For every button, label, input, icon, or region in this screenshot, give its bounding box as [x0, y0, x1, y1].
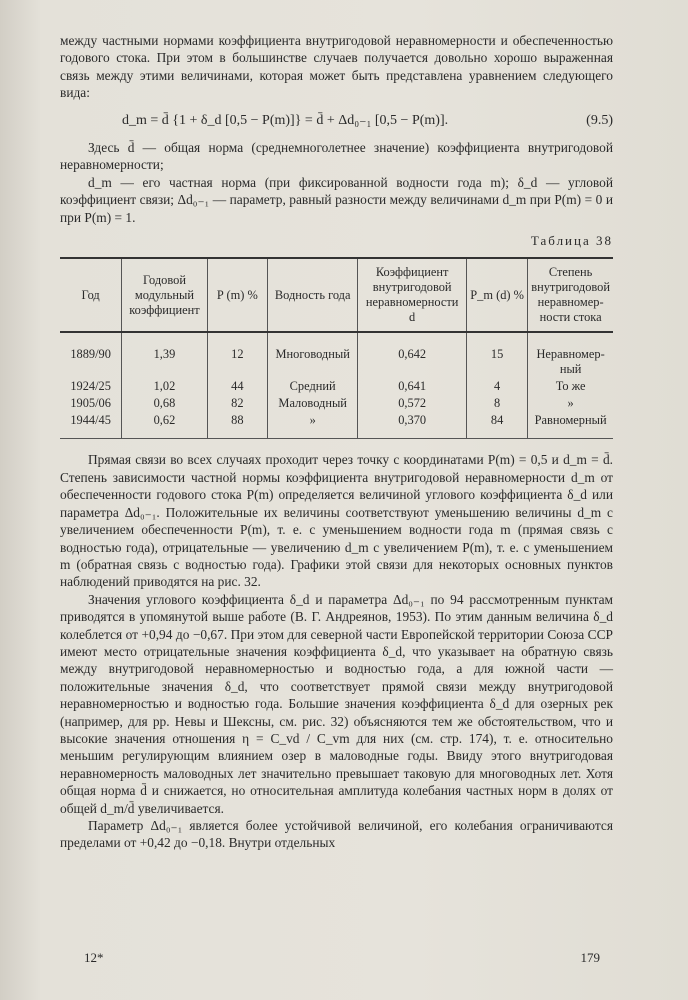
cell-water-content: Средний	[268, 378, 358, 395]
cell-water-content: Многоводный	[268, 332, 358, 378]
cell-modular-coefficient: 1,39	[122, 332, 207, 378]
cell-year: 1944/45	[70, 413, 111, 428]
cell-unevenness-coefficient: 0,641	[358, 378, 467, 395]
cell-unevenness-degree: »	[528, 395, 613, 412]
header-water-content: Водность года	[268, 258, 358, 332]
cell-unevenness-coefficient: 0,642	[358, 332, 467, 378]
header-modular-coefficient: Годовой модульный коэффициент	[122, 258, 207, 332]
cell-probability: 82	[207, 395, 267, 412]
cell-pm-d: 84	[467, 412, 528, 438]
paragraph-2: Здесь d̄ — общая норма (среднемноголетнее значение) коэффициента внутригодовой неравномерности;	[60, 140, 613, 173]
paragraph-6: Параметр Δd₀₋₁ является более устойчивой величиной, его колебания ограничиваются пределами от +0,42 до −0,18. Внутри отдельных	[60, 818, 613, 851]
table-header-row	[60, 258, 613, 332]
table-38	[60, 257, 613, 439]
header-pm-d: P_m (d) %	[467, 258, 528, 332]
cell-pm-d: 8	[467, 395, 528, 412]
cell-pm-d: 4	[467, 378, 528, 395]
paragraph-4: Прямая связи во всех случаях проходит через точку с координатами P(m) = 0,5 и d_m = d̄. Степень зависимости частной нормы коэффициента внутригодовой неравномерности d_m от обеспеченности годового стока P(m) определяется величиной углового коэффициента δ_d или параметра Δd₀₋₁. Положительные их величины соответствуют уменьшению величины d_m с увеличением обеспеченности P(m), т. е. с уменьшением водности года m (прямая связь с водностью года), отрицательные — увеличению d_m с увеличением P(m), т. е. с уменьшением m (обратная связь с водностью года). Графики этой связи для некоторых основных пунктов наблюдений приводятся на рис. 32.	[60, 452, 613, 590]
table-row	[60, 332, 613, 378]
cell-modular-coefficient: 0,68	[122, 395, 207, 412]
cell-unevenness-degree: Равномерный	[528, 412, 613, 438]
page-content	[60, 32, 613, 852]
cell-unevenness-degree: Неравномерный	[528, 332, 613, 378]
cell-unevenness-coefficient: 0,370	[358, 412, 467, 438]
table-row	[60, 395, 613, 412]
header-probability: P (m) %	[207, 258, 267, 332]
header-unevenness-degree: Степень внутригодовой неравномерности стока	[528, 258, 613, 332]
formula-number: (9.5)	[586, 112, 613, 128]
cell-modular-coefficient: 0,62	[122, 412, 207, 438]
page-number: 179	[580, 950, 600, 965]
paragraph-5: Значения углового коэффициента δ_d и параметра Δd₀₋₁ по 94 рассмотренным пунктам приводятся в упомянутой выше работе (В. Г. Андреянов, 1953). По этим данным величина δ_d колеблется от +0,94 до −0,67. При этом для северной части Европейской территории Союза ССР имеют место отрицательные значения коэффициента δ_d, что указывает на обратную связь между внутригодовой неравномерностью и водностью года, а для южной части — положительные значения δ_d, что соответствует прямой связи между внутригодовой неравномерностью и водностью года. Большие значения коэффициента δ_d для озерных рек (например, для рр. Невы и Шексны, см. рис. 32) объясняются тем же обстоятельством, что и высокие значения отношения η = C_vd / C_vm для них (см. стр. 174), т. е. относительно меньшим регулирующим влиянием озер в маловодные годы. Ввиду этого внутригодовая неравномерность маловодных лет значительно превышает таковую для многоводных лет. Хотя общая норма d̄ и снижается, но относительная амплитуда колебания частных норм в долях от общей d_m/d̄ увеличивается.	[60, 591, 613, 816]
cell-year: 1905/06	[70, 396, 111, 411]
cell-water-content: Маловодный	[268, 395, 358, 412]
cell-year: 1924/25	[70, 379, 111, 394]
cell-unevenness-coefficient: 0,572	[358, 395, 467, 412]
cell-unevenness-degree: То же	[528, 378, 613, 395]
table-caption: Таблица 38	[530, 233, 613, 249]
cell-modular-coefficient: 1,02	[122, 378, 207, 395]
table-row	[60, 412, 613, 438]
table-row	[60, 378, 613, 395]
signature-mark: 12*	[84, 950, 104, 965]
paragraph-3: d_m — его частная норма (при фиксированной водности года m); δ_d — угловой коэффициент связи; Δd₀₋₁ — параметр, равный разности между величинами d_m при P(m) = 0 и при P(m) = 1.	[60, 174, 613, 225]
header-unevenness-coefficient: Коэффициент внутригодовой неравномерности d	[358, 258, 467, 332]
cell-probability: 12	[207, 332, 267, 378]
formula-expression: d_m = d̄ {1 + δ_d [0,5 − P(m)]} = d̄ + Δd₀₋₁ [0,5 − P(m)].	[122, 112, 449, 128]
cell-probability: 88	[207, 412, 267, 438]
formula-9-5	[60, 112, 613, 129]
paragraph-1: между частными нормами коэффициента внутригодовой неравномерности и обеспеченностью годового стока. При этом в большинстве случаев получается довольно хорошо выраженная связь между этими величинами, которая может быть представлена уравнением следующего вида:	[60, 33, 613, 101]
cell-water-content: »	[268, 412, 358, 438]
cell-year: 1889/90	[70, 347, 111, 362]
cell-pm-d: 15	[467, 332, 528, 378]
page-footer	[84, 950, 600, 966]
cell-probability: 44	[207, 378, 267, 395]
header-year: Год	[60, 258, 122, 332]
